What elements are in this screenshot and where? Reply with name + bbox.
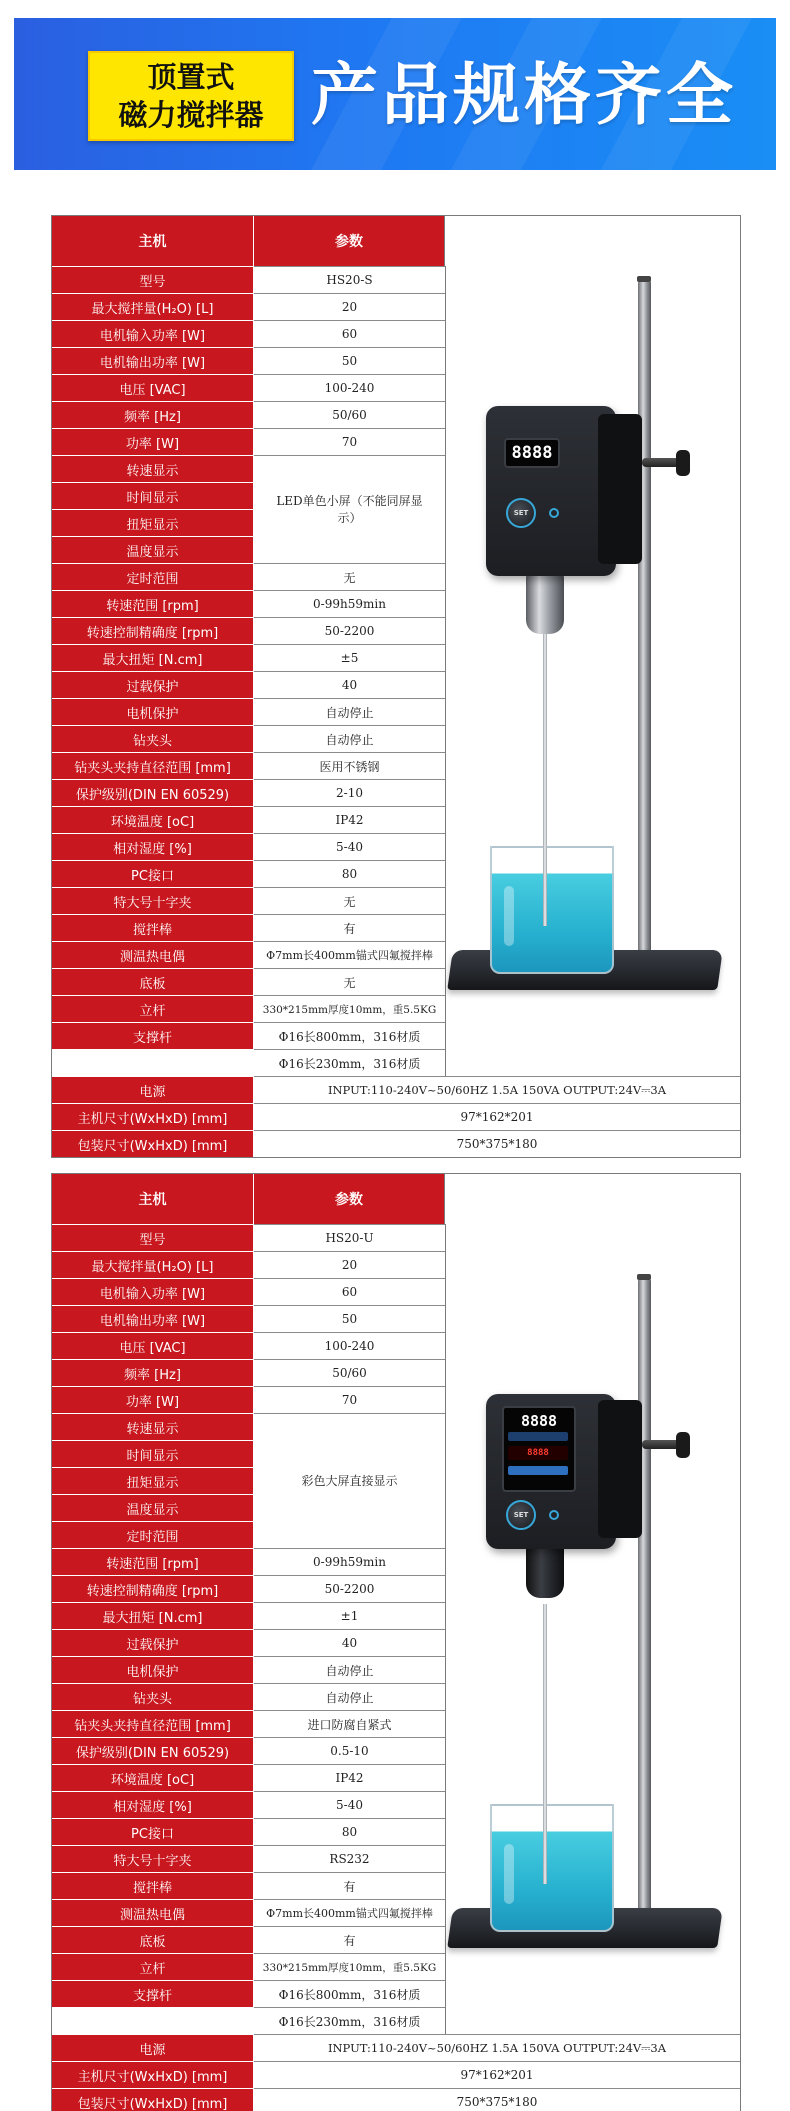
value-voltage: 100-240 [254, 374, 445, 401]
label-frequency: 频率 [Hz] [52, 1359, 254, 1386]
stand-pole [638, 1278, 651, 1920]
value-capacity: 20 [254, 1251, 445, 1278]
value-frequency: 50/60 [254, 1359, 445, 1386]
value-humidity: 80 [254, 860, 445, 887]
label-max-torque: 最大扭矩 [N.cm] [52, 1602, 254, 1629]
label-frequency: 频率 [Hz] [52, 401, 254, 428]
value-chuck-range: 2-10 [254, 779, 445, 806]
value-protection: IP42 [254, 1764, 445, 1791]
value-model: HS20-S [254, 266, 445, 293]
value-model: HS20-U [254, 1224, 445, 1251]
badge-line-1: 顶置式 [147, 60, 235, 94]
label-protection: 保护级别(DIN EN 60529) [52, 779, 254, 806]
stand-pole [638, 280, 651, 962]
value-chuck: 医用不锈钢 [254, 752, 445, 779]
value-pole: Φ16长800mm，316材质 [254, 1022, 445, 1049]
value-cross-clamp: 有 [254, 914, 445, 941]
label-motor-out: 电机输出功率 [W] [52, 1305, 254, 1332]
value-speed-range: 50-2200 [254, 1575, 445, 1602]
label-env-temp: 环境温度 [oC] [52, 1764, 254, 1791]
label-chuck-range: 钻夹头夹持直径范围 [mm] [52, 1710, 254, 1737]
label-power-supply: 电源 [52, 2034, 254, 2061]
label-power: 功率 [W] [52, 1386, 254, 1413]
value-base: 330*215mm厚度10mm，重5.5KG [254, 1953, 445, 1980]
banner-title: 产品规格齐全 [311, 56, 737, 134]
value-display-merged: LED单色小屏（不能同屏显示） [254, 455, 445, 563]
drill-chuck [526, 1544, 564, 1598]
beaker [490, 1804, 614, 1932]
label-voltage: 电压 [VAC] [52, 1332, 254, 1359]
label-speed-range: 转速范围 [rpm] [52, 590, 254, 617]
value-overload: 自动停止 [254, 698, 445, 725]
value-thermocouple: 有 [254, 1926, 445, 1953]
set-knob: SET [506, 498, 536, 528]
label-cross-clamp: 特大号十字夹 [52, 887, 254, 914]
value-motor-protect: 自动停止 [254, 725, 445, 752]
badge-line-2: 磁力搅拌器 [118, 98, 264, 132]
label-timer-range: 定时范围 [52, 1521, 254, 1548]
label-torque-display: 扭矩显示 [52, 509, 254, 536]
power-icon [549, 1510, 559, 1520]
label-chuck: 钻夹头 [52, 725, 254, 752]
label-overload: 过载保护 [52, 671, 254, 698]
value-voltage: 100-240 [254, 1332, 445, 1359]
value-cross-clamp: 有 [254, 1872, 445, 1899]
label-torque-display: 扭矩显示 [52, 1467, 254, 1494]
label-chuck: 钻夹头 [52, 1683, 254, 1710]
label-motor-out: 电机输出功率 [W] [52, 347, 254, 374]
value-pack-size: 750*375*180 [254, 2088, 740, 2111]
label-model: 型号 [52, 1224, 254, 1251]
value-env-temp: 5-40 [254, 1791, 445, 1818]
label-power: 功率 [W] [52, 428, 254, 455]
label-env-temp: 环境温度 [oC] [52, 806, 254, 833]
label-model: 型号 [52, 266, 254, 293]
label-host-size: 主机尺寸(WxHxD) [mm] [52, 1103, 254, 1130]
value-motor-in: 60 [254, 1278, 445, 1305]
display-main-value: 8888 [520, 1412, 558, 1430]
label-cross-clamp: 特大号十字夹 [52, 1845, 254, 1872]
label-motor-protect: 电机保护 [52, 1656, 254, 1683]
drill-chuck [526, 572, 564, 634]
value-pc-port: 无 [254, 887, 445, 914]
value-overload: 自动停止 [254, 1656, 445, 1683]
value-support: Φ16长230mm，316材质 [254, 1049, 445, 1076]
value-env-temp: 5-40 [254, 833, 445, 860]
product-badge [88, 51, 294, 141]
label-motor-in: 电机输入功率 [W] [52, 1278, 254, 1305]
label-max-torque: 最大扭矩 [N.cm] [52, 644, 254, 671]
label-speed-display: 转速显示 [52, 455, 254, 482]
label-humidity: 相对湿度 [%] [52, 1791, 254, 1818]
label-stir-rod: 搅拌棒 [52, 914, 254, 941]
label-speed-display: 转速显示 [52, 1413, 254, 1440]
label-humidity: 相对湿度 [%] [52, 833, 254, 860]
value-timer-range: 0-99h59min [254, 590, 445, 617]
value-support: Φ16长230mm，316材质 [254, 2007, 445, 2034]
spec-table-hs20-s [51, 215, 741, 1158]
label-timer-range: 定时范围 [52, 563, 254, 590]
label-time-display: 时间显示 [52, 1440, 254, 1467]
value-display-merged: 彩色大屏直接显示 [254, 1413, 445, 1548]
label-support: 支撑杆 [52, 1022, 254, 1049]
label-voltage: 电压 [VAC] [52, 374, 254, 401]
value-speed-range: 50-2200 [254, 617, 445, 644]
value-stir-rod: Φ7mm长400mm锚式四氟搅拌棒 [254, 1899, 445, 1926]
value-speed-accuracy: ±1 [254, 1602, 445, 1629]
motor-head [486, 406, 616, 576]
value-max-torque: 40 [254, 1629, 445, 1656]
display-sub-value: 8888 [508, 1446, 568, 1460]
label-base: 底板 [52, 1926, 254, 1953]
label-base: 底板 [52, 968, 254, 995]
header-host: 主机 [52, 216, 254, 266]
label-pack-size: 包装尺寸(WxHxD) [mm] [52, 2088, 254, 2111]
label-pc-port: PC接口 [52, 860, 254, 887]
hero-banner [14, 18, 776, 170]
label-capacity: 最大搅拌量(H₂O) [L] [52, 1251, 254, 1278]
label-thermocouple: 测温热电偶 [52, 1899, 254, 1926]
value-speed-accuracy: ±5 [254, 644, 445, 671]
label-motor-protect: 电机保护 [52, 698, 254, 725]
product-image-hs20-s [445, 266, 740, 1076]
value-power: 70 [254, 428, 445, 455]
value-thermocouple: 无 [254, 968, 445, 995]
product-image-hs20-u [445, 1224, 740, 2034]
value-host-size: 97*162*201 [254, 1103, 740, 1130]
label-speed-accuracy: 转速控制精确度 [rpm] [52, 617, 254, 644]
value-max-torque: 40 [254, 671, 445, 698]
spec-table-header [52, 216, 740, 266]
label-pack-size: 包装尺寸(WxHxD) [mm] [52, 1130, 254, 1157]
value-base: 330*215mm厚度10mm，重5.5KG [254, 995, 445, 1022]
value-frequency: 50/60 [254, 401, 445, 428]
header-params: 参数 [254, 216, 445, 266]
value-pack-size: 750*375*180 [254, 1130, 740, 1157]
spec-table-hs20-u [51, 1173, 741, 2111]
label-speed-accuracy: 转速控制精确度 [rpm] [52, 1575, 254, 1602]
value-humidity: 80 [254, 1818, 445, 1845]
label-temp-display: 温度显示 [52, 1494, 254, 1521]
value-host-size: 97*162*201 [254, 2061, 740, 2088]
spec-table-header [52, 1174, 740, 1224]
label-temp-display: 温度显示 [52, 536, 254, 563]
value-power: 70 [254, 1386, 445, 1413]
label-pole: 立杆 [52, 1953, 254, 1980]
value-motor-out: 50 [254, 347, 445, 374]
label-chuck-range: 钻夹头夹持直径范围 [mm] [52, 752, 254, 779]
label-thermocouple: 测温热电偶 [52, 941, 254, 968]
value-pc-port: RS232 [254, 1845, 445, 1872]
label-support: 支撑杆 [52, 1980, 254, 2007]
label-capacity: 最大搅拌量(H₂O) [L] [52, 293, 254, 320]
value-motor-in: 60 [254, 320, 445, 347]
label-stir-rod: 搅拌棒 [52, 1872, 254, 1899]
value-motor-out: 50 [254, 1305, 445, 1332]
value-pole: Φ16长800mm，316材质 [254, 1980, 445, 2007]
value-protection: IP42 [254, 806, 445, 833]
header-params: 参数 [254, 1174, 445, 1224]
led-display: 8888 [504, 438, 560, 468]
value-chuck-range: 0.5-10 [254, 1737, 445, 1764]
value-capacity: 20 [254, 293, 445, 320]
label-host-size: 主机尺寸(WxHxD) [mm] [52, 2061, 254, 2088]
value-timer-range: 0-99h59min [254, 1548, 445, 1575]
value-temp-display: 无 [254, 563, 445, 590]
label-motor-in: 电机输入功率 [W] [52, 320, 254, 347]
set-knob: SET [506, 1500, 536, 1530]
value-power-supply: INPUT:110-240V~50/60HZ 1.5A 150VA OUTPUT:24V⎓3A [254, 1076, 740, 1103]
label-power-supply: 电源 [52, 1076, 254, 1103]
stir-shaft [543, 1604, 547, 1884]
header-host: 主机 [52, 1174, 254, 1224]
label-time-display: 时间显示 [52, 482, 254, 509]
label-pole: 立杆 [52, 995, 254, 1022]
value-stir-rod: Φ7mm长400mm锚式四氟搅拌棒 [254, 941, 445, 968]
value-chuck: 进口防腐自紧式 [254, 1710, 445, 1737]
label-protection: 保护级别(DIN EN 60529) [52, 1737, 254, 1764]
value-motor-protect: 自动停止 [254, 1683, 445, 1710]
label-pc-port: PC接口 [52, 1818, 254, 1845]
stir-shaft [543, 626, 547, 926]
label-overload: 过载保护 [52, 1629, 254, 1656]
beaker [490, 846, 614, 974]
value-power-supply: INPUT:110-240V~50/60HZ 1.5A 150VA OUTPUT:24V⎓3A [254, 2034, 740, 2061]
power-icon [549, 508, 559, 518]
label-speed-range: 转速范围 [rpm] [52, 1548, 254, 1575]
